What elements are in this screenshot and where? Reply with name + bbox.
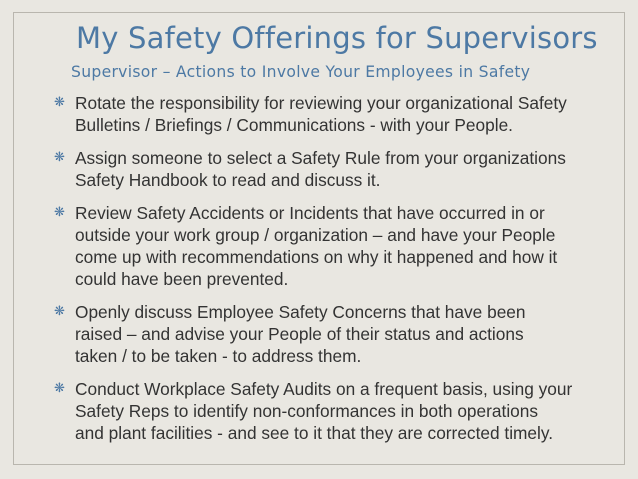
- asterisk-bullet-icon: ❋: [54, 381, 65, 396]
- bullet-item: [40, 301, 610, 367]
- bullet-item: [40, 147, 610, 191]
- bullet-list: [40, 92, 610, 455]
- asterisk-bullet-icon: ❋: [54, 205, 65, 220]
- bullet-item: [40, 92, 610, 136]
- bullet-item: [40, 202, 610, 290]
- asterisk-bullet-icon: ❋: [54, 304, 65, 319]
- slide-title: My Safety Offerings for Supervisors: [76, 21, 598, 55]
- bullet-text: Review Safety Accidents or Incidents that have occurred in or outside your work group / organization – and have your People come up with recommendations on why it happened and how it could have been prevented.: [75, 203, 558, 289]
- slide-subtitle: Supervisor – Actions to Involve Your Employees in Safety: [71, 63, 531, 81]
- bullet-text: Assign someone to select a Safety Rule from your organizations Safety Handbook to read and discuss it.: [75, 148, 566, 190]
- bullet-item: [40, 378, 610, 444]
- bullet-text: Openly discuss Employee Safety Concerns that have been raised – and advise your People of their status and actions taken / to be taken - to address them.: [75, 302, 526, 366]
- bullet-text: Conduct Workplace Safety Audits on a frequent basis, using your Safety Reps to identify non-conformances in both operations and plant facilities - and see to it that they are corrected timely.: [75, 379, 573, 443]
- bullet-text: Rotate the responsibility for reviewing your organizational Safety Bulletins / Briefings / Communications - with your People.: [75, 93, 567, 135]
- asterisk-bullet-icon: ❋: [54, 95, 65, 110]
- asterisk-bullet-icon: ❋: [54, 150, 65, 165]
